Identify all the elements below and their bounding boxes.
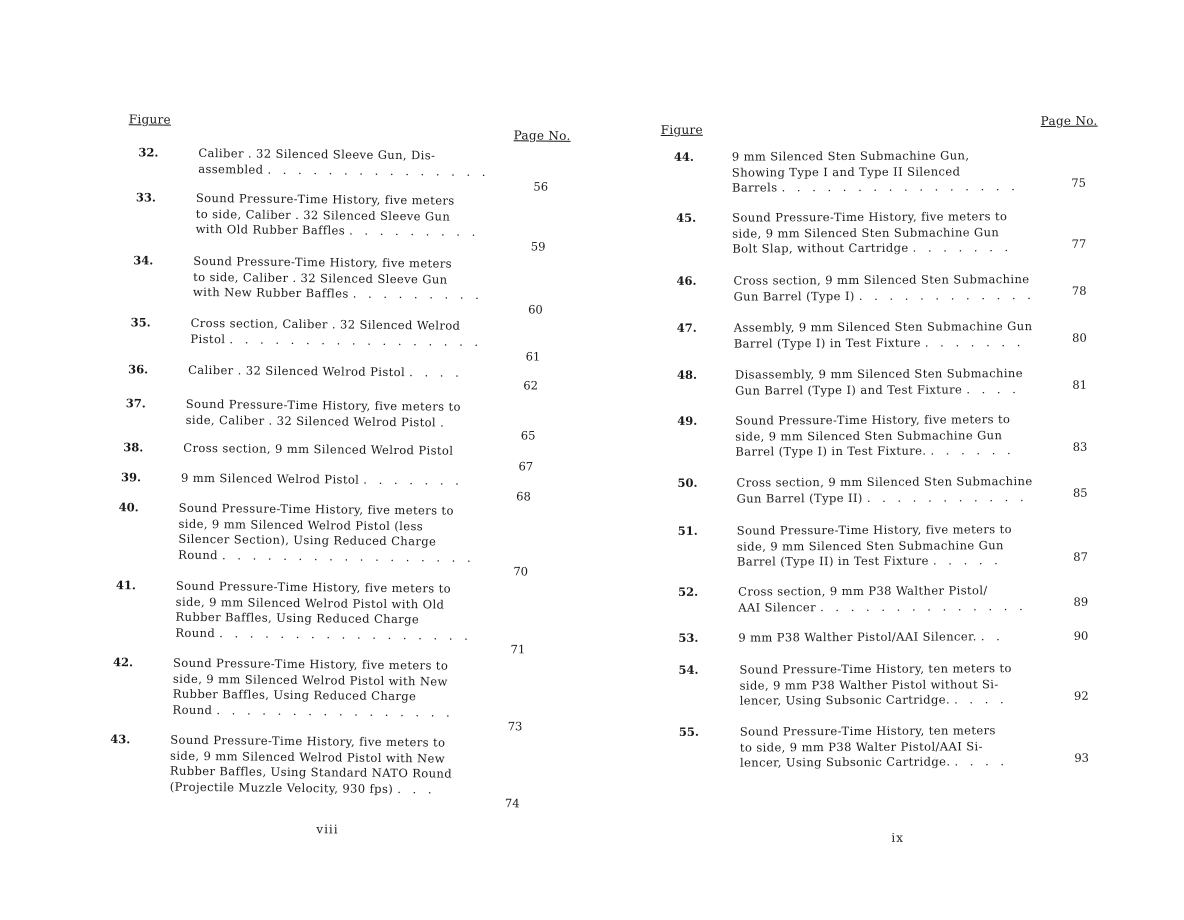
figure-number: 55. <box>678 724 699 739</box>
dot-leader: . . . . . . . . . . . . . . <box>820 598 1027 614</box>
figure-page-number: 68 <box>516 489 531 504</box>
dot-leader: . . . . . . . . . . . . . . . . . <box>229 331 483 349</box>
dot-leader: . . . . <box>966 381 1020 396</box>
figure-number: 50. <box>677 475 698 490</box>
figure-entry <box>657 412 1117 459</box>
figure-number: 46. <box>676 273 697 288</box>
dot-leader: . . . . . . . . . . . . . . . . . <box>219 625 472 643</box>
figure-title: Sound Pressure-Time History, five meters to side, 9 mm Silenced Sten Submachine Gun Barrel (Type II) in Test Fixture <box>736 522 1012 569</box>
dot-leader: . <box>440 414 448 430</box>
figure-number: 37. <box>125 396 146 411</box>
figure-entry <box>106 396 586 443</box>
figure-title: Sound Pressure-Time History, ten meters to side, 9 mm P38 Walter Pistol/AAI Si- lencer, Using Subsonic Cartridge. <box>739 723 996 770</box>
page-folio: viii <box>316 822 339 837</box>
figure-title-block <box>178 501 475 566</box>
figure-entry <box>656 148 1116 195</box>
figure-title: Sound Pressure-Time History, five meters to side, Caliber . 32 Silenced Sleeve Gun with New Rubber Baffles <box>192 253 453 301</box>
figure-number: 43. <box>110 732 131 747</box>
figure-title-block <box>739 661 1012 709</box>
figure-title-block <box>196 191 480 240</box>
dot-leader: . . . . . . . <box>912 240 1013 255</box>
figure-page-number: 77 <box>1071 236 1087 251</box>
figure-page-number: 90 <box>1073 628 1089 643</box>
figure-title-block <box>190 316 482 350</box>
figure-title-block <box>735 412 1015 460</box>
page-number-column-header: Page No. <box>513 128 571 143</box>
figure-title: Cross section, 9 mm Silenced Welrod Pistol <box>183 440 454 458</box>
dot-leader: . . . <box>397 781 436 796</box>
figure-title: 9 mm Silenced Sten Submachine Gun, Showing Type I and Type II Silenced Barrels <box>731 148 970 195</box>
figure-page-number: 81 <box>1072 377 1088 392</box>
figure-page-number: 67 <box>518 459 534 474</box>
right-page <box>655 0 1120 915</box>
figure-title: Cross section, Caliber . 32 Silenced Welrod Pistol <box>190 315 461 346</box>
figure-title-block <box>738 583 1027 616</box>
figure-number: 47. <box>676 320 697 335</box>
figure-page-number: 93 <box>1074 750 1090 765</box>
figure-title: Caliber . 32 Silenced Sleeve Gun, Dis- assembled <box>198 145 436 177</box>
figure-page-number: 65 <box>520 428 536 443</box>
figure-title-block <box>740 723 1008 771</box>
figure-title-block <box>732 209 1012 257</box>
figure-title: 9 mm Silenced Welrod Pistol <box>180 470 360 487</box>
figure-entry <box>658 661 1118 708</box>
figure-title: Sound Pressure-Time History, five meters to side, Caliber . 32 Silenced Welrod Pistol <box>185 396 461 429</box>
figure-title: Caliber . 32 Silenced Welrod Pistol <box>188 362 406 380</box>
figure-entry <box>659 723 1119 770</box>
figure-title: Cross section, 9 mm P38 Walther Pistol/ AAI Silencer <box>738 583 988 615</box>
figure-title-block <box>181 471 463 489</box>
figure-page-number: 85 <box>1072 485 1088 500</box>
figure-entry <box>658 583 1118 615</box>
figure-page-number: 89 <box>1073 594 1089 609</box>
figure-title: 9 mm P38 Walther Pistol/AAI Silencer. <box>738 629 977 645</box>
figure-number: 52. <box>678 584 699 599</box>
figure-number: 42. <box>112 655 134 670</box>
figure-page-number: 73 <box>507 719 523 734</box>
figure-column-header: Figure <box>128 112 172 127</box>
figure-title-block <box>733 272 1035 305</box>
figure-page-number: 83 <box>1072 439 1088 454</box>
figure-title: Cross section, 9 mm Silenced Sten Submachine Gun Barrel (Type I) <box>733 272 1030 304</box>
left-page <box>100 0 590 920</box>
figure-number: 32. <box>138 145 159 160</box>
dot-leader: . . . . . . . <box>363 472 463 488</box>
figure-number: 44. <box>673 149 694 164</box>
figure-title: Sound Pressure-Time History, five meters to side, 9 mm Silenced Sten Submachine Gun Barrel (Type I) in Test Fixture. <box>735 412 1011 459</box>
figure-entry <box>656 272 1116 304</box>
figure-number: 45. <box>676 210 697 225</box>
figure-number: 35. <box>130 315 151 330</box>
figure-number: 49. <box>677 413 698 428</box>
figure-page-number: 92 <box>1073 688 1089 703</box>
figure-number: 53. <box>678 630 699 645</box>
figure-title-block <box>183 441 453 459</box>
figure-page-number: 78 <box>1071 283 1087 298</box>
dot-leader: . . . . . . . . . . . . <box>858 287 1035 303</box>
figure-title: Sound Pressure-Time History, five meters to side, 9 mm Silenced Welrod Pistol with New Rubber Baffles, Using Standard NATO Round (Projectile Muzzle Velocity, 930 fps) <box>169 732 453 796</box>
figure-number: 39. <box>120 470 142 485</box>
figure-title-block <box>737 522 1012 570</box>
dot-leader: . . . . . . . . . . . . . . . <box>267 162 490 179</box>
figure-entry <box>658 628 1118 645</box>
figure-column-header: Figure <box>660 122 703 137</box>
figure-title-block <box>186 397 461 431</box>
figure-title: Sound Pressure-Time History, five meters to side, 9 mm Silenced Welrod Pistol with Old Rubber Baffles, Using Reduced Charge Round <box>175 578 452 640</box>
figure-entry <box>658 522 1118 569</box>
dot-leader: . . . . . . . . . . . . . . . . <box>216 702 454 720</box>
dot-leader: . . . . . . . . . . . . . . . . . <box>221 547 475 565</box>
dot-leader: . . . . . . . . . <box>349 223 480 239</box>
dot-leader: . . . . <box>954 692 1008 707</box>
figure-page-number: 70 <box>513 564 529 579</box>
figure-title-block <box>188 363 463 381</box>
figure-title-block <box>735 366 1023 399</box>
figure-number: 38. <box>123 440 144 455</box>
figure-title-block <box>172 656 454 721</box>
dot-leader: . . . . <box>954 754 1009 769</box>
figure-title: Cross section, 9 mm Silenced Sten Submachine Gun Barrel (Type II) <box>736 474 1033 506</box>
figure-page-number: 60 <box>528 302 543 317</box>
dot-leader: . . . . . . . . . . . . . . . . <box>781 179 1019 195</box>
figure-title-block <box>193 254 483 304</box>
figure-number: 36. <box>128 362 149 377</box>
figure-page-number: 62 <box>523 378 539 393</box>
dot-leader: . . . . <box>409 365 463 380</box>
figure-title-block <box>175 579 472 644</box>
figure-entry <box>657 319 1117 351</box>
dot-leader: . . . . . . . . . <box>352 286 483 302</box>
figure-title-block <box>170 733 453 798</box>
figure-title: Sound Pressure-Time History, five meters to side, 9 mm Silenced Welrod Pistol (less Silencer Section), Using Reduced Charge Round <box>178 500 454 562</box>
figure-number: 51. <box>677 523 698 538</box>
figure-title-block <box>738 629 1004 646</box>
figure-number: 33. <box>135 190 157 205</box>
page-folio: ix <box>891 830 905 845</box>
figure-page-number: 74 <box>504 796 520 811</box>
figure-title-block <box>736 474 1032 507</box>
figure-page-number: 75 <box>1071 175 1086 190</box>
figure-page-number: 87 <box>1073 549 1088 564</box>
figure-title: Disassembly, 9 mm Silenced Sten Submachine Gun Barrel (Type I) and Test Fixture <box>734 366 1023 398</box>
figure-entry <box>657 366 1117 398</box>
dot-leader: . . <box>980 629 1004 644</box>
figure-number: 48. <box>676 367 698 382</box>
figure-page-number: 61 <box>525 349 541 364</box>
figure-number: 41. <box>115 578 136 593</box>
figure-number: 40. <box>118 500 139 515</box>
figure-entry <box>656 209 1116 256</box>
figure-title: Sound Pressure-Time History, five meters to side, 9 mm Silenced Sten Submachine Gun Bolt Slap, without Cartridge <box>732 209 1008 256</box>
figure-title: Sound Pressure-Time History, five meters to side, 9 mm Silenced Welrod Pistol with New Rubber Baffles, Using Reduced Charge Round <box>172 655 449 717</box>
figure-title: Sound Pressure-Time History, ten meters to side, 9 mm P38 Walther Pistol without Si- lencer, Using Subsonic Cartridge. <box>739 661 1012 708</box>
figure-title: Assembly, 9 mm Silenced Sten Submachine Gun Barrel (Type I) in Test Fixture <box>733 319 1033 351</box>
figure-page-number: 56 <box>533 179 549 194</box>
figure-number: 34. <box>133 253 154 268</box>
figure-entry <box>108 145 588 194</box>
figure-title-block <box>198 146 490 180</box>
dot-leader: . . . . . . . <box>924 334 1025 350</box>
figure-page-number: 80 <box>1072 330 1087 345</box>
figure-page-number: 71 <box>510 642 526 657</box>
figure-title: Sound Pressure-Time History, five meters to side, Caliber . 32 Silenced Sleeve Gun with Old Rubber Baffles <box>195 190 455 238</box>
dot-leader: . . . . . . <box>930 443 1015 458</box>
figure-page-number: 59 <box>530 239 546 254</box>
page-number-column-header: Page No. <box>1040 113 1098 128</box>
dot-leader: . . . . . <box>932 553 1002 568</box>
figure-entry <box>657 474 1117 506</box>
figure-title-block <box>734 319 1033 352</box>
figure-number: 54. <box>678 662 699 677</box>
figure-title-block <box>732 148 1019 196</box>
dot-leader: . . . . . . . . . . . <box>866 489 1028 505</box>
